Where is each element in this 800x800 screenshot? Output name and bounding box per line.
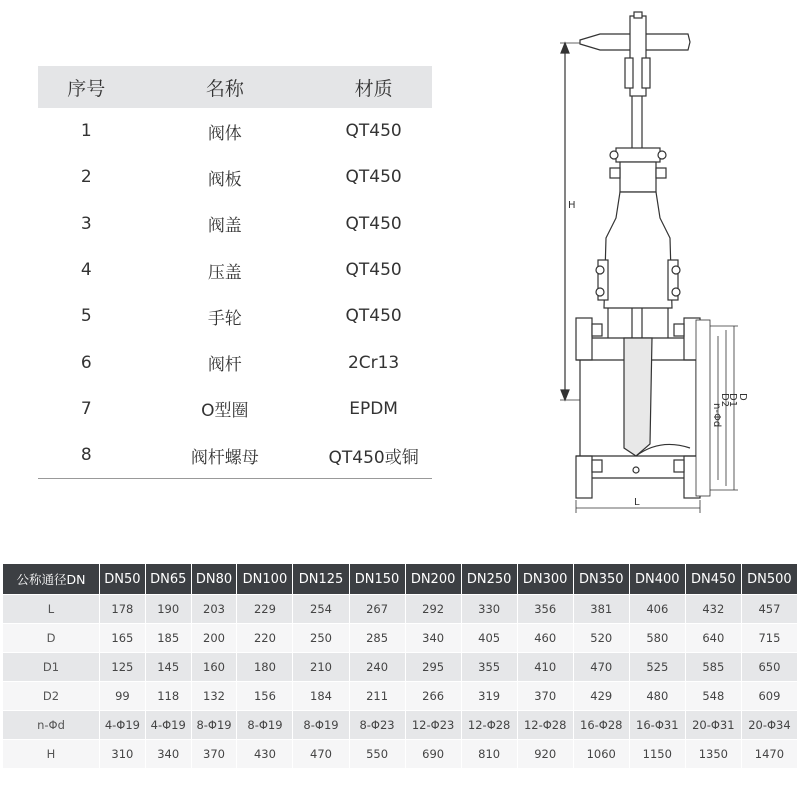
dimension-header-size: DN65 — [146, 564, 191, 594]
dimension-cell: 550 — [350, 740, 405, 768]
dimension-cell: 254 — [293, 595, 348, 623]
dimension-cell: 156 — [237, 682, 292, 710]
dimension-cell: 1470 — [742, 740, 797, 768]
dimension-cell: 429 — [574, 682, 629, 710]
dimension-cell: 525 — [630, 653, 685, 681]
parts-header-row — [38, 66, 432, 108]
dimension-header-size: DN450 — [686, 564, 741, 594]
dimension-cell: 406 — [630, 595, 685, 623]
bonnet-shape — [604, 192, 672, 308]
part-material: QT450 — [345, 167, 402, 188]
dimension-cell: 470 — [574, 653, 629, 681]
dimension-header-size: DN250 — [462, 564, 517, 594]
part-material: QT450 — [345, 213, 402, 234]
label-nd: n-Φd — [711, 403, 722, 428]
dimension-cell: 12-Φ28 — [462, 711, 517, 739]
dimension-cell: 250 — [293, 624, 348, 652]
part-material: QT450 — [345, 306, 402, 327]
dimension-cell: 580 — [630, 624, 685, 652]
dimension-cell: 267 — [350, 595, 405, 623]
dimension-row — [3, 595, 797, 623]
dimension-cell: 310 — [100, 740, 145, 768]
dimension-cell: 203 — [192, 595, 237, 623]
dimension-header-size: DN125 — [293, 564, 348, 594]
dimension-cell: 12-Φ23 — [406, 711, 461, 739]
dimension-cell: 12-Φ28 — [518, 711, 573, 739]
dimension-cell: 1060 — [574, 740, 629, 768]
dimension-cell: 295 — [406, 653, 461, 681]
dimension-row-label: n-Φd — [3, 711, 99, 739]
parts-row — [38, 154, 432, 200]
dimension-cell: 640 — [686, 624, 741, 652]
dimension-cell: 457 — [742, 595, 797, 623]
dimension-cell: 356 — [518, 595, 573, 623]
part-name: 阀板 — [207, 169, 242, 190]
part-number: 4 — [80, 260, 92, 281]
dimension-cell: 690 — [406, 740, 461, 768]
dimension-cell: 715 — [742, 624, 797, 652]
dimension-row-label: D — [3, 624, 99, 652]
dimension-cell: 185 — [146, 624, 191, 652]
parts-table — [38, 66, 432, 479]
dimension-row-label: D2 — [3, 682, 99, 710]
gate-valve-drawing — [540, 8, 800, 520]
dimension-cell: 211 — [350, 682, 405, 710]
dimension-cell: 480 — [630, 682, 685, 710]
parts-header-no: 序号 — [38, 66, 134, 108]
dimension-cell: 8-Φ23 — [350, 711, 405, 739]
dimension-row-label: D1 — [3, 653, 99, 681]
parts-row — [38, 201, 432, 247]
dimension-header-size: DN200 — [406, 564, 461, 594]
dimension-cell: 609 — [742, 682, 797, 710]
dimension-cell: 405 — [462, 624, 517, 652]
dimension-cell: 548 — [686, 682, 741, 710]
dimension-cell: 229 — [237, 595, 292, 623]
dimension-cell: 180 — [237, 653, 292, 681]
dimension-cell: 810 — [462, 740, 517, 768]
dimension-cell: 99 — [100, 682, 145, 710]
dimension-cell: 210 — [293, 653, 348, 681]
dimension-cell: 920 — [518, 740, 573, 768]
dimension-cell: 340 — [406, 624, 461, 652]
dimension-cell: 118 — [146, 682, 191, 710]
part-name: 压盖 — [207, 262, 242, 283]
part-number: 7 — [80, 398, 92, 419]
part-material: EPDM — [349, 398, 398, 419]
dimension-cell: 340 — [146, 740, 191, 768]
dimension-row — [3, 624, 797, 652]
part-number: 2 — [80, 167, 92, 188]
dimension-cell: 240 — [350, 653, 405, 681]
dimension-cell: 285 — [350, 624, 405, 652]
dimension-cell: 20-Φ31 — [686, 711, 741, 739]
dimension-row-label: H — [3, 740, 99, 768]
dimension-header-label: 公称通径DN — [3, 564, 99, 594]
dimension-cell: 432 — [686, 595, 741, 623]
dimension-row — [3, 682, 797, 710]
part-number: 8 — [38, 432, 134, 479]
parts-row — [38, 386, 432, 432]
part-name: 阀杆 — [207, 355, 242, 376]
dimension-cell: 8-Φ19 — [293, 711, 348, 739]
part-name: 阀体 — [207, 123, 242, 144]
part-material: QT450 — [345, 121, 402, 142]
dimension-row — [3, 711, 797, 739]
dimension-cell: 178 — [100, 595, 145, 623]
part-number: 6 — [80, 352, 92, 373]
dimension-cell: 410 — [518, 653, 573, 681]
dimension-cell: 266 — [406, 682, 461, 710]
dimension-header-size: DN80 — [192, 564, 237, 594]
dimension-cell: 220 — [237, 624, 292, 652]
dimension-cell: 585 — [686, 653, 741, 681]
dimension-cell: 330 — [462, 595, 517, 623]
dimension-cell: 8-Φ19 — [237, 711, 292, 739]
parts-row — [38, 432, 432, 479]
part-name: 阀盖 — [207, 216, 242, 237]
dimension-header-size: DN100 — [237, 564, 292, 594]
dimension-cell: 160 — [192, 653, 237, 681]
dimension-row — [3, 653, 797, 681]
dimension-cell: 520 — [574, 624, 629, 652]
dimension-cell: 145 — [146, 653, 191, 681]
dimension-header-size: DN50 — [100, 564, 145, 594]
dimension-cell: 200 — [192, 624, 237, 652]
dimension-row — [3, 740, 797, 768]
dimension-cell: 430 — [237, 740, 292, 768]
dimension-cell: 125 — [100, 653, 145, 681]
dimension-header-row — [3, 564, 797, 594]
dimension-header-size: DN300 — [518, 564, 573, 594]
parts-header-material: 材质 — [315, 66, 432, 108]
label-d2: D2 — [719, 393, 730, 408]
dimension-table — [2, 563, 798, 769]
dimension-cell: 370 — [518, 682, 573, 710]
label-l: L — [634, 497, 640, 508]
dimension-header-size: DN400 — [630, 564, 685, 594]
dimension-cell: 165 — [100, 624, 145, 652]
dimension-cell: 16-Φ28 — [574, 711, 629, 739]
dimension-cell: 132 — [192, 682, 237, 710]
part-material: QT450或铜 — [315, 432, 432, 479]
dimension-header-size: DN350 — [574, 564, 629, 594]
dimension-cell: 470 — [293, 740, 348, 768]
part-name: 手轮 — [207, 308, 242, 329]
dimension-cell: 650 — [742, 653, 797, 681]
part-name: 阀杆螺母 — [134, 432, 315, 479]
part-name: O型圈 — [201, 401, 249, 422]
dimension-cell: 190 — [146, 595, 191, 623]
dimension-cell: 370 — [192, 740, 237, 768]
dimension-cell: 460 — [518, 624, 573, 652]
part-number: 1 — [80, 121, 92, 142]
dimension-cell: 355 — [462, 653, 517, 681]
dimension-cell: 292 — [406, 595, 461, 623]
dimension-cell: 16-Φ31 — [630, 711, 685, 739]
parts-header-name: 名称 — [134, 66, 315, 108]
part-number: 5 — [80, 306, 92, 327]
part-material: 2Cr13 — [347, 352, 400, 373]
dimension-row-label: L — [3, 595, 99, 623]
parts-row — [38, 339, 432, 385]
dimension-cell: 1350 — [686, 740, 741, 768]
label-h: H — [568, 200, 576, 211]
part-material: QT450 — [345, 260, 402, 281]
parts-row — [38, 108, 432, 154]
dimension-cell: 4-Φ19 — [146, 711, 191, 739]
dimension-cell: 8-Φ19 — [192, 711, 237, 739]
dimension-cell: 4-Φ19 — [100, 711, 145, 739]
part-number: 3 — [80, 213, 92, 234]
dimension-cell: 184 — [293, 682, 348, 710]
parts-row — [38, 293, 432, 339]
dimension-cell: 381 — [574, 595, 629, 623]
dimension-cell: 319 — [462, 682, 517, 710]
dimension-cell: 1150 — [630, 740, 685, 768]
parts-row — [38, 247, 432, 293]
label-d: D — [737, 393, 748, 401]
gate-disc-shape — [624, 338, 652, 456]
dimension-cell: 20-Φ34 — [742, 711, 797, 739]
label-d1: D1 — [727, 393, 738, 408]
dimension-header-size: DN500 — [742, 564, 797, 594]
dimension-header-size: DN150 — [350, 564, 405, 594]
